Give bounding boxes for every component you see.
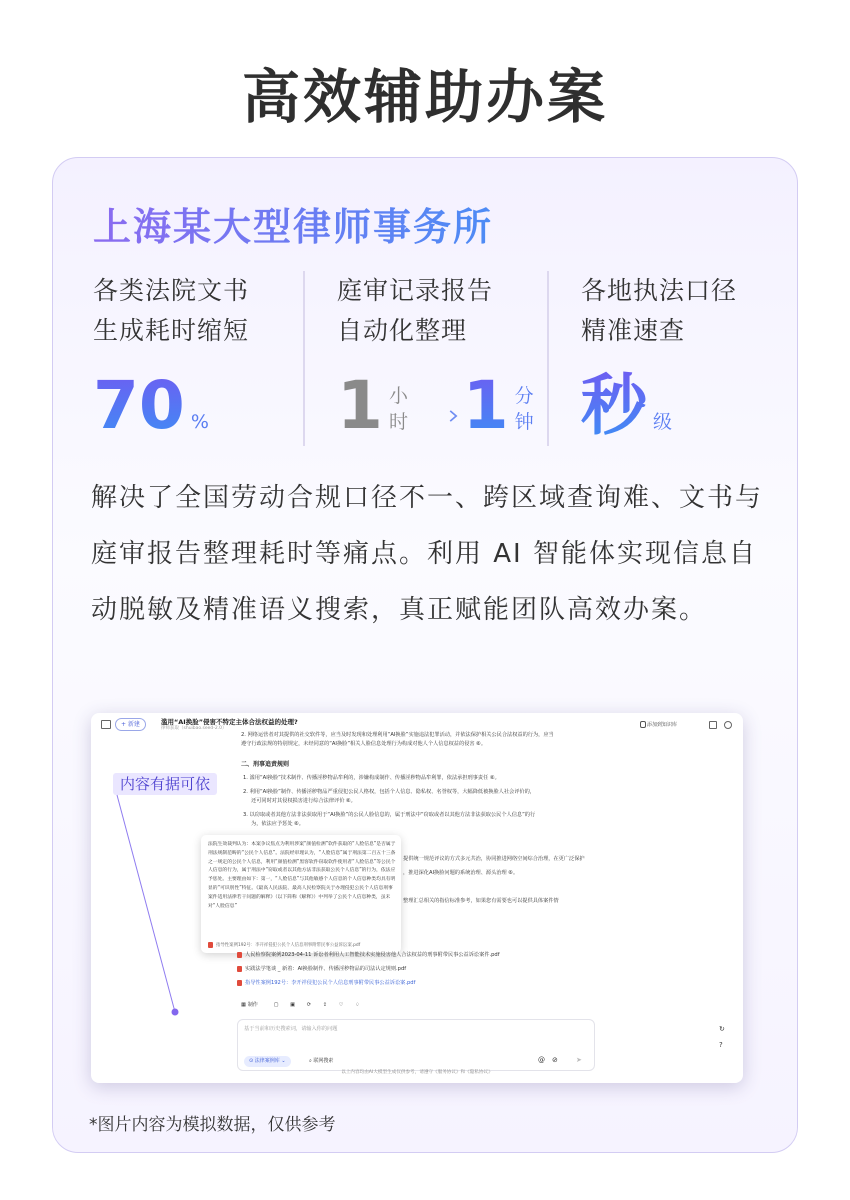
citation-tooltip (201, 835, 401, 953)
chevron-down-icon: ⌄ (281, 1058, 286, 1064)
toolbar-make-label[interactable]: 制作 (247, 1002, 258, 1008)
stat-unit: % (190, 411, 209, 433)
product-screenshot (91, 713, 743, 1083)
search-icon: ⌕ (309, 1058, 312, 1064)
arrow-right-icon (423, 401, 460, 431)
citation-excerpt: 法院生效裁判认为：本案争议焦点为利用涉案“颜值检测”软件获取的“人脸信息”是否属于刑法规制范畴的“公民个人信息”。法院经审理认为，“人脸信息”属于刑法第二百五十三条之一规定的公民个人信息，利用“颜值检测”黑客软件窃取软件使用者“人脸信息”等公民个人信息的行为，属于刑法中“窃取或者以其他方法非法获取公民个人信息”的行为，依法应予惩处。主要理由如下：第一，“人脸信息”与其他敏感个人信息的个人信息种类均具有明显的“可识别性”特征。《最高人民法院、最高人民检察院关于办理侵犯公民个人信息刑事案件适用法律若干问题的解释》（以下简称《解释》）中列举了公民个人信息种类，虽未对“人脸信息” (208, 842, 396, 909)
refresh-icon[interactable]: ↻ (719, 1025, 725, 1033)
stat-divider (547, 271, 549, 446)
page-title: 高效辅助办案 (241, 63, 608, 131)
case-description: 解决了全国劳动合规口径不一、跨区域查询难、文书与庭审报告整理耗时等痛点。利用 AI 智能体实现信息自动脱敏及精准语义搜索，真正赋能团队高效办案。 (91, 483, 764, 625)
answer-line: 2. 网络运营者对其提供的社交软件等，应当及时发现和处理利用“AI换脸”实施违法犯罪活动，并依法保护相关公民合法权益的行为，应当 (241, 732, 554, 738)
card-heading: 上海某大型律师事务所 (93, 196, 493, 251)
send-icon[interactable]: ➤ (576, 1056, 582, 1064)
answer-line: 提供统一规范评议的方式多元共治，协同推进网络空间综合治理，在更广泛保护 (403, 856, 585, 862)
stat-label: 各类法院文书 生成耗时缩短 (93, 276, 250, 345)
stat-from-value: 1 (337, 367, 383, 444)
pdf-icon (237, 952, 242, 958)
answer-line: ，推进深化AI换脸问题的系统治理、源头治理 ⑥。 (403, 870, 519, 876)
stat-label: 庭审记录报告 自动化整理 (337, 276, 494, 345)
knowledge-base-icon (640, 721, 646, 728)
case-card (52, 157, 798, 1153)
conversation-title: 滥用“AI换脸”侵害不特定主体合法权益的处理? (161, 718, 298, 726)
reference-item[interactable]: 人民检察院案例2023-04-11 诉讼者利用人工智能技术实施侵害他人合法权益的刑事附带民事公益诉讼案件.pdf (237, 951, 697, 960)
answer-line: 为，依法应予惩处 ⑥。 (251, 821, 304, 827)
pdf-icon (237, 966, 242, 972)
thumbs-up-icon[interactable]: ♡ (338, 1002, 344, 1008)
answer-line: 整理汇总相关的指信标准参考，如果您有需要也可以提供具体案件情 (403, 898, 559, 904)
pdf-icon (237, 980, 242, 986)
ai-disclaimer: 以上内容均由AI大模型生成仅供参考，请遵守《服务协议》和《隐私协议》 (341, 1070, 493, 1075)
share-icon[interactable]: ⇪ (322, 1002, 328, 1008)
stat-unit: 级 (653, 411, 673, 433)
answer-line: 2. 利用“AI换脸”制作、传播淫秽物品严重侵犯公民人格权，包括个人信息、隐私权、名誉权等，大幅降低被换脸人社会评价的， (243, 789, 535, 795)
stat-enforcement-lookup (581, 271, 771, 451)
attach-icon[interactable]: ⊘ (552, 1056, 558, 1064)
pdf-icon (208, 942, 213, 948)
section-heading: 二、刑事追责规则 (241, 761, 290, 768)
footnote: *图片内容为模拟数据，仅供参考 (89, 1115, 336, 1135)
reference-item[interactable]: 指导性案例192号：李开祥侵犯公民个人信息刑事附带民事公益诉讼案.pdf (237, 979, 697, 988)
answer-line: 1. 滥用“AI换脸”技术制作、传播淫秽物品牟利的，涉嫌构成制作、传播淫秽物品牟利罪，依法承担刑事责任 ⑥。 (243, 775, 500, 781)
at-icon[interactable]: @ (538, 1056, 545, 1064)
stat-label: 各地执法口径 精准速查 (581, 276, 738, 345)
thumbs-down-icon[interactable]: ♢ (355, 1002, 360, 1008)
legal-db-chip[interactable]: ⊙ 法律案例库 ⌄ (244, 1056, 291, 1067)
refresh-icon[interactable]: ⟳ (306, 1002, 312, 1008)
stat-divider (303, 271, 305, 446)
chat-input-placeholder: 基于当前和历史搜索词，请输入你的问题 (244, 1026, 338, 1032)
help-icon[interactable]: ? (719, 1041, 723, 1049)
location-icon: ⊙ (249, 1058, 254, 1064)
answer-line: 遵守行政法规的特别规定，未经同意的“AI换脸”相关人脸信息处理行为构成对他人个人信息权益的侵害 ⑥。 (241, 741, 487, 747)
stat-to-value: 1 (462, 367, 509, 444)
stat-to-unit: 分钟 (514, 385, 534, 433)
add-to-kb-button[interactable]: 添加到知识库 (647, 722, 678, 728)
copy-icon[interactable]: ▢ (273, 1002, 279, 1008)
stat-document-generation (93, 271, 303, 451)
stat-value: 70 (93, 367, 185, 444)
citation-source[interactable]: 指导性案例192号：李开祥侵犯公民个人信息刑事附带民事公益诉讼案.pdf (208, 941, 398, 950)
action-toolbar (241, 1001, 360, 1010)
chat-input[interactable] (237, 1019, 595, 1071)
share-icon[interactable] (709, 721, 717, 729)
history-icon[interactable] (724, 721, 732, 729)
reference-item[interactable]: 实践法学笔谈 _ 新着：AI换脸制作、传播淫秽物品的司法认定规则.pdf (237, 965, 697, 974)
sidebar-toggle-icon[interactable] (101, 720, 111, 729)
web-search-chip[interactable]: ⌕ 联网搜索 (309, 1058, 334, 1064)
answer-line: 3. 以窃取或者其他方法非法获取用于“AI换脸”的公民人脸信息的，属于刑法中“窃取或者以其他方法非法获取公民个人信息”的行 (243, 812, 536, 818)
edit-icon[interactable]: ▦ (241, 1002, 246, 1008)
answer-line: 还可同时对其侵权损害进行综合法律评价 ⑥。 (251, 798, 356, 804)
stat-trial-report (337, 271, 547, 451)
stat-from-unit: 小时 (388, 385, 408, 433)
export-icon[interactable]: ▣ (290, 1002, 296, 1008)
conversation-subtitle: 律师获取（shuibao.seed-2.0） (161, 726, 227, 731)
stat-value: 秒 (581, 367, 647, 444)
new-chat-button[interactable]: + 新建 (115, 718, 146, 731)
callout-label: 内容有据可依 (113, 773, 217, 795)
